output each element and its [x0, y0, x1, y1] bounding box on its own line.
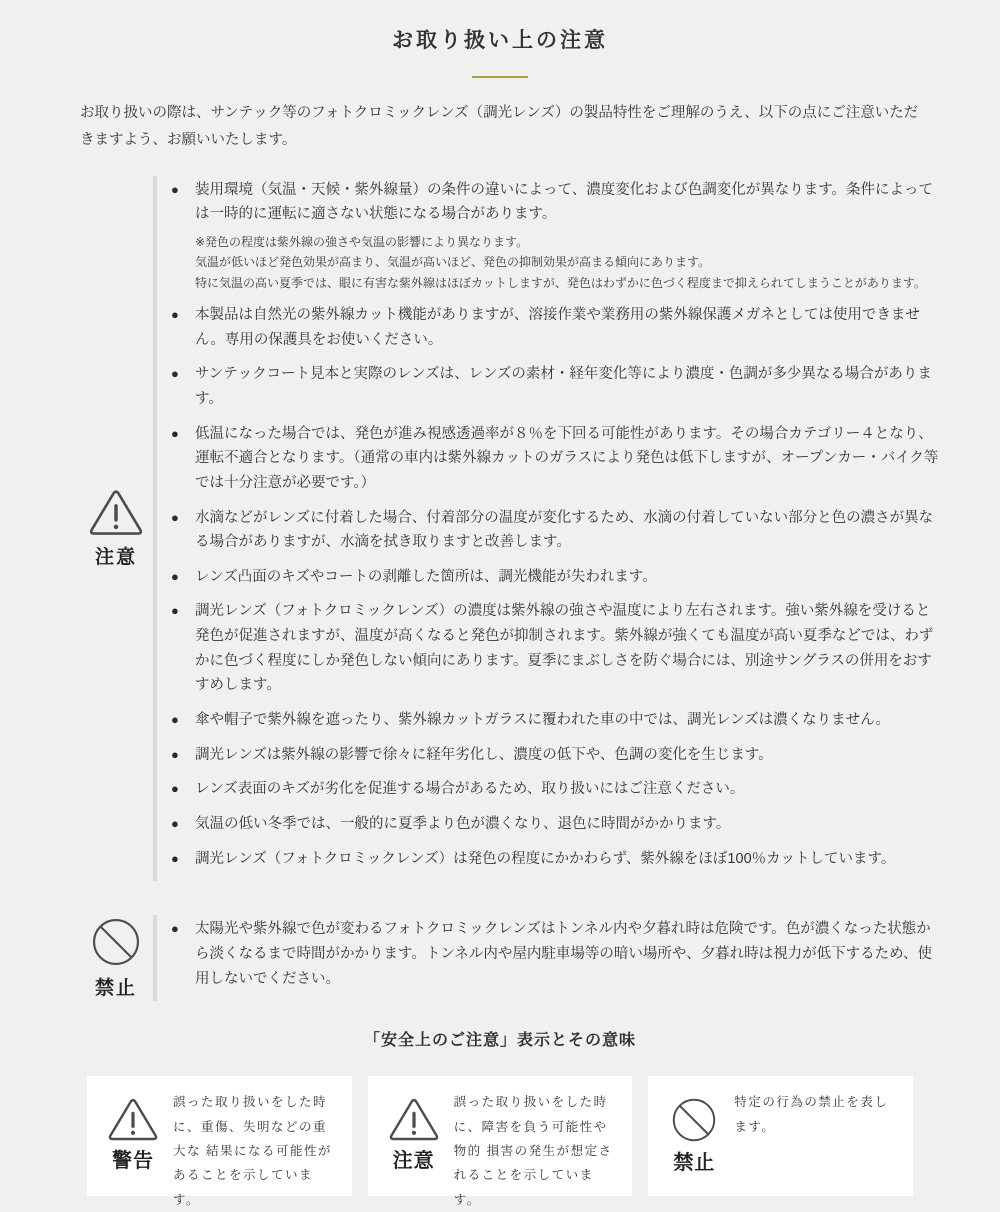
list-item	[171, 506, 940, 555]
warning-triangle-icon	[388, 1096, 440, 1142]
list-item	[171, 565, 940, 590]
legend-box-caution	[368, 1076, 633, 1207]
list-item-text: 低温になった場合では、発色が進み視感透過率が８％を下回る可能性があります。その場合カテゴリー４となり、運転不適合となります。（通常の車内は紫外線カットのガラスにより発色は低下しますが、オープンカー・バイク等では十分注意が必要です。）	[195, 425, 939, 491]
list-item	[171, 362, 940, 411]
list-item	[171, 708, 940, 733]
list-item	[171, 847, 940, 872]
caution-section	[85, 176, 940, 882]
list-item-text: 傘や帽子で紫外線を遮ったり、紫外線カットガラスに覆われた車の中では、調光レンズは濃くなりません。	[195, 712, 891, 729]
note-line: 気温が低いほど発色効果が高まり、気温が高いほど、発色の抑制効果が高まる傾向にあります。	[195, 255, 711, 270]
legend-box-text: 誤った取り扱いをした時に、障害を負う可能性や物的 損害の発生が想定されることを示しています。	[453, 1095, 613, 1207]
note-line: ※発色の程度は紫外線の強さや気温の影響により異なります。	[195, 234, 529, 249]
list-item	[171, 777, 940, 802]
note-line: 特に気温の高い夏季では、眼に有害な紫外線はほぼカットしますが、発色はわずかに色づく程度まで抑えられてしまうことがあります。	[195, 275, 926, 290]
list-item	[171, 303, 940, 352]
caution-sign	[382, 1096, 446, 1173]
page-title: お取り扱い上の注意	[392, 29, 608, 52]
list-item	[171, 422, 940, 496]
list-item	[171, 599, 940, 698]
legend-box-text: 誤った取り扱いをした時に、重傷、失明などの重大な 結果になる可能性があることを示しています。	[173, 1095, 332, 1207]
list-item	[171, 812, 940, 837]
list-item-text: 装用環境（気温・天候・紫外線量）の条件の違いによって、濃度変化および色調変化が異なります。条件によっては一時的に運転に適さない状態になる場合があります。	[195, 181, 934, 223]
list-item-text: レンズ表面のキズが劣化を促進する場合があるため、取り扱いにはご注意ください。	[195, 781, 745, 798]
intro-text: お取り扱いの際は、サンテック等のフォトクロミックレンズ（調光レンズ）の製品特性をご理解のうえ、以下の点にご注意いただきますよう、お願いいたします。	[80, 105, 919, 148]
list-item-text: 本製品は自然光の紫外線カット機能がありますが、溶接作業や業務用の紫外線保護メガネとしては使用できません。専用の保護具をお使いください。	[195, 307, 920, 348]
list-item-text: 調光レンズ（フォトクロミックレンズ）の濃度は紫外線の強さや温度により左右されます。強い紫外線を受けると発色が促進されますが、温度が高くなると発色が抑制されます。紫外線が強くても温度が高い夏季などでは、わずかに色づく程度にしか発色しない傾向にあります。夏季にまぶしさを防ぐ場合には、別途サングラスの併用をおすすめします。	[195, 603, 934, 694]
list-item	[171, 917, 940, 991]
warning-triangle-icon	[107, 1096, 159, 1142]
legend-box-label: 警告	[112, 1150, 154, 1173]
list-item-text: レンズ凸面のキズやコートの剥離した箇所は、調光機能が失われます。	[195, 568, 657, 585]
caution-sign	[85, 176, 147, 882]
legend-box-label: 注意	[392, 1150, 435, 1173]
list-item	[171, 178, 940, 293]
caution-label: 注意	[94, 547, 137, 569]
legend-box-label: 禁止	[673, 1152, 716, 1175]
warning-sign	[101, 1096, 165, 1173]
legend-boxes	[87, 1076, 913, 1207]
accent-divider	[472, 76, 528, 78]
legend-box-warning	[87, 1076, 352, 1207]
prohibition-list	[157, 915, 940, 1001]
list-item-text: 太陽光や紫外線で色が変わるフォトクロミックレンズはトンネル内や夕暮れ時は危険です。色が濃くなった状態から淡くなるまで時間がかかります。トンネル内や屋内駐車場等の暗い場所や、夕暮れ時は視力が低下するため、使用しないでください。	[195, 921, 933, 987]
warning-triangle-icon	[88, 487, 144, 537]
list-item-text: 気温の低い冬季では、一般的に夏季より色が濃くなり、退色に時間がかかります。	[195, 815, 731, 832]
no-entry-circle-icon	[670, 1096, 718, 1144]
caution-list	[157, 176, 940, 882]
list-item	[171, 743, 940, 768]
list-item-text: 調光レンズ（フォトクロミックレンズ）は発色の程度にかかわらず、紫外線をほぼ100％カットしています。	[195, 850, 896, 867]
list-item-text: サンテックコート見本と実際のレンズは、レンズの素材・経年変化等により濃度・色調が多少異なる場合があります。	[195, 366, 932, 407]
no-entry-circle-icon	[90, 916, 142, 968]
list-item-text: 水滴などがレンズに付着した場合、付着部分の温度が変化するため、水滴の付着していない部分と色の濃さが異なる場合がありますが、水滴を拭き取りますと改善します。	[195, 509, 934, 551]
prohibition-label: 禁止	[94, 978, 137, 1000]
prohibition-sign	[662, 1096, 726, 1175]
list-item-notes	[195, 232, 940, 293]
legend-box-text: 特定の行為の禁止を表します。	[734, 1095, 889, 1134]
legend-title: 「安全上のご注意」表示とその意味	[363, 1032, 636, 1050]
prohibition-sign	[85, 915, 147, 1001]
legend-box-prohibition	[648, 1076, 913, 1196]
prohibition-section	[85, 915, 940, 1001]
list-item-text: 調光レンズは紫外線の影響で徐々に経年劣化し、濃度の低下や、色調の変化を生じます。	[195, 746, 773, 763]
